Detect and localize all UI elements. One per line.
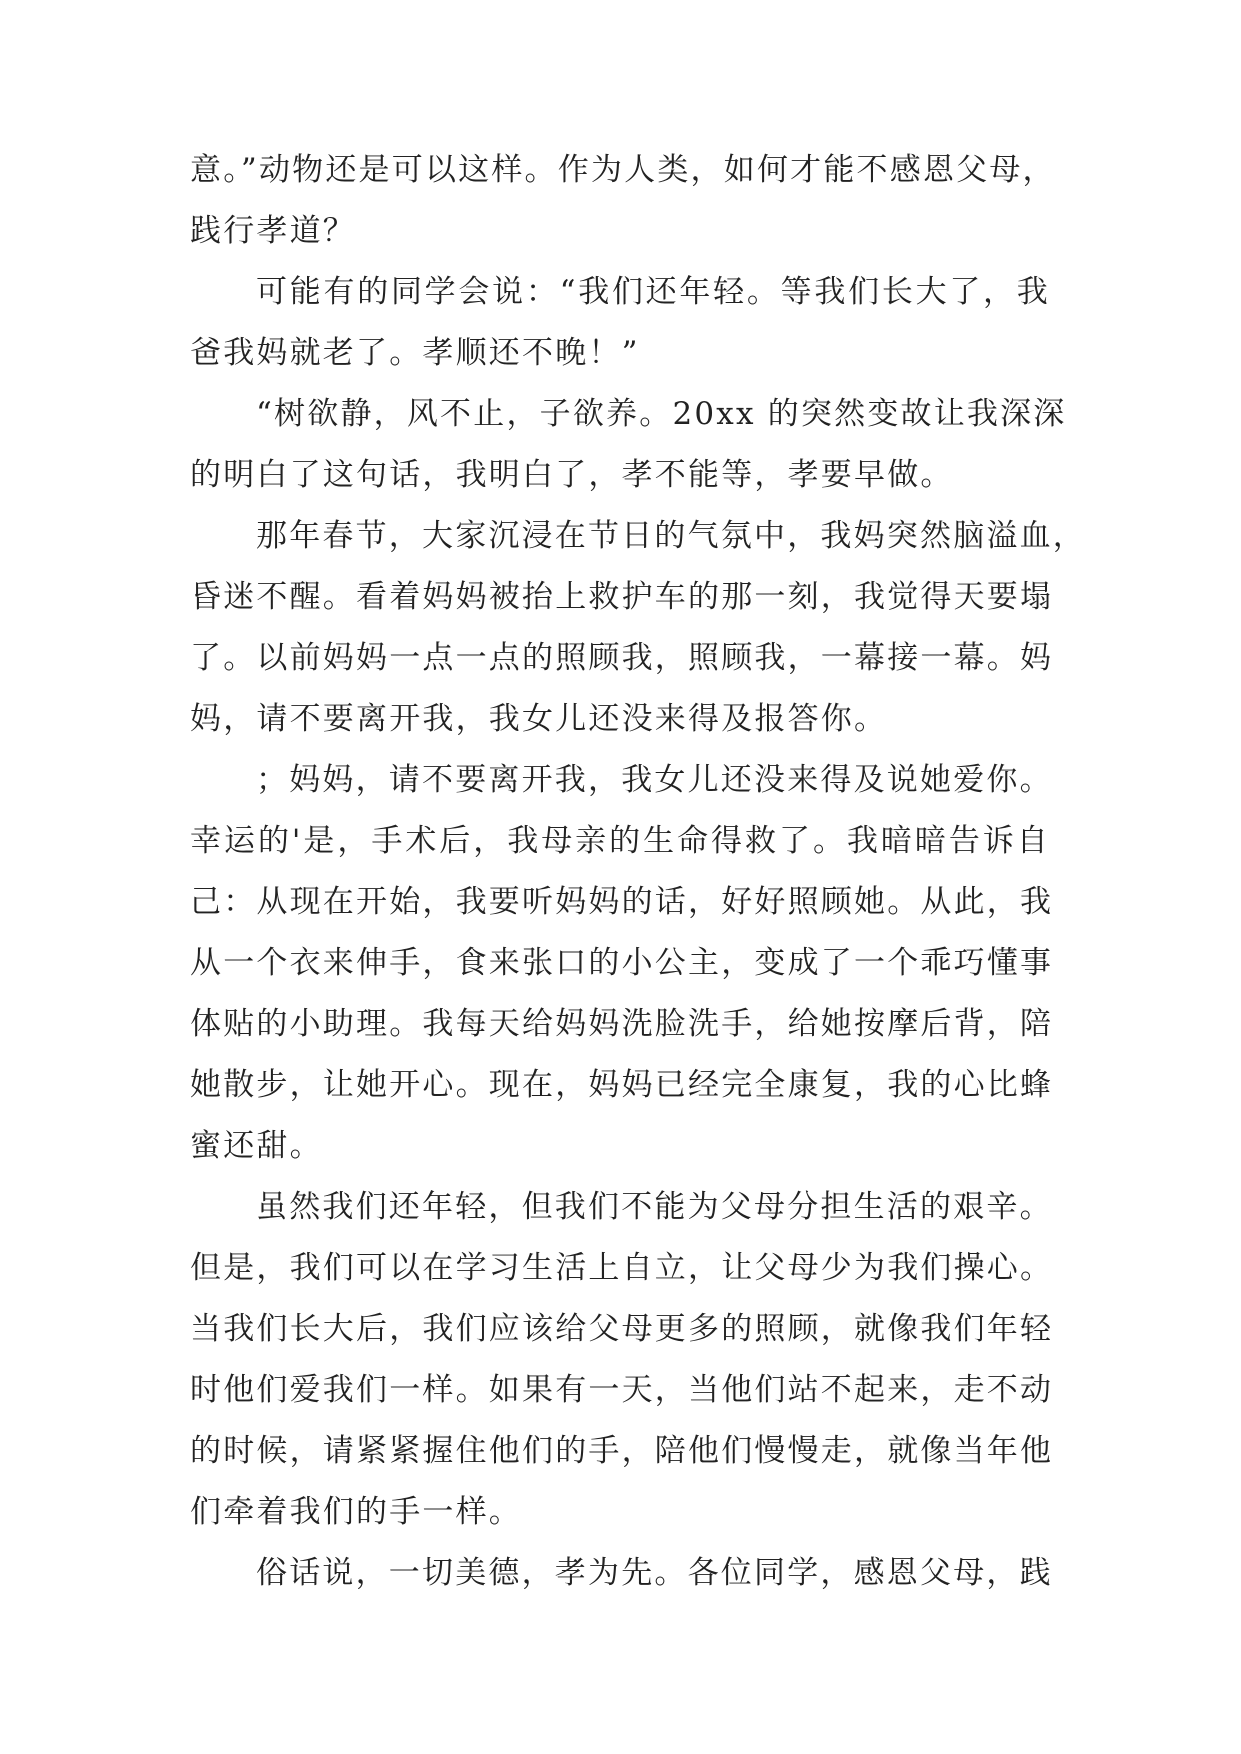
text-line-16: 她散步，让她开心。现在，妈妈已经完全康复，我的心比蜂 bbox=[190, 1067, 1054, 1103]
text-line-22: 的时候，请紧紧握住他们的手，陪他们慢慢走，就像当年他 bbox=[190, 1433, 1054, 1469]
text-line-7: 那年春节，大家沉浸在节日的气氛中，我妈突然脑溢血， bbox=[256, 518, 1086, 554]
text-line-18: 虽然我们还年轻，但我们不能为父母分担生活的艰辛。 bbox=[256, 1189, 1053, 1225]
text-line-24: 俗话说，一切美德，孝为先。各位同学，感恩父母，践 bbox=[256, 1555, 1053, 1591]
text-line-23: 们牵着我们的手一样。 bbox=[190, 1494, 522, 1530]
text-line-12: 幸运的'是，手术后，我母亲的生命得救了。我暗暗告诉自 bbox=[190, 823, 1050, 859]
text-line-21: 时他们爱我们一样。如果有一天，当他们站不起来，走不动 bbox=[190, 1372, 1054, 1408]
text-line-20: 当我们长大后，我们应该给父母更多的照顾，就像我们年轻 bbox=[190, 1311, 1054, 1347]
text-line-17: 蜜还甜。 bbox=[190, 1128, 323, 1164]
text-line-8: 昏迷不醒。看着妈妈被抬上救护车的那一刻，我觉得天要塌 bbox=[190, 579, 1054, 615]
text-line-14: 从一个衣来伸手，食来张口的小公主，变成了一个乖巧懂事 bbox=[190, 945, 1054, 981]
text-line-5: “树欲静，风不止，子欲养。20xx 的突然变故让我深深 bbox=[256, 396, 1067, 432]
text-line-1: 意。”动物还是可以这样。作为人类，如何才能不感恩父母， bbox=[190, 152, 1056, 188]
text-line-4: 爸我妈就老了。孝顺还不晚！” bbox=[190, 335, 640, 371]
text-line-19: 但是，我们可以在学习生活上自立，让父母少为我们操心。 bbox=[190, 1250, 1054, 1286]
text-line-2: 践行孝道？ bbox=[190, 213, 356, 249]
text-line-6: 的明白了这句话，我明白了，孝不能等，孝要早做。 bbox=[190, 457, 954, 493]
body-text bbox=[190, 140, 1086, 1604]
text-line-10: 妈，请不要离开我，我女儿还没来得及报答你。 bbox=[190, 701, 888, 737]
text-line-11: ；妈妈，请不要离开我，我女儿还没来得及说她爱你。 bbox=[256, 762, 1053, 798]
text-line-3: 可能有的同学会说：“我们还年轻。等我们长大了，我 bbox=[256, 274, 1050, 310]
text-line-13: 己：从现在开始，我要听妈妈的话，好好照顾她。从此，我 bbox=[190, 884, 1054, 920]
text-line-9: 了。以前妈妈一点一点的照顾我，照顾我，一幕接一幕。妈 bbox=[190, 640, 1054, 676]
text-line-15: 体贴的小助理。我每天给妈妈洗脸洗手，给她按摩后背，陪 bbox=[190, 1006, 1054, 1042]
